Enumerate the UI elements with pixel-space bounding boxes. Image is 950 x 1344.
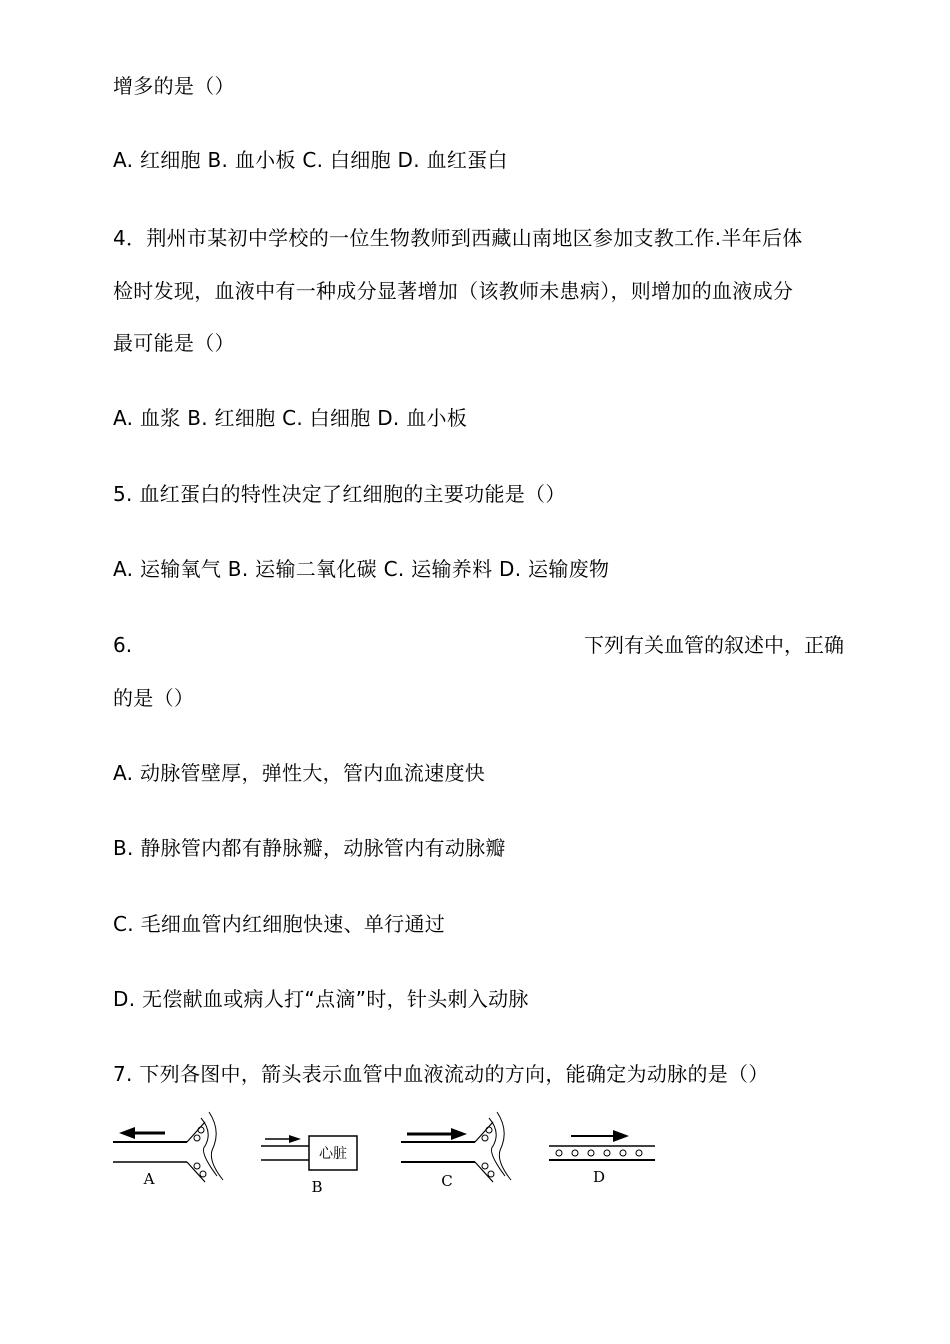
q6-stem-right: 下列有关血管的叙述中，正确	[584, 633, 844, 657]
q6-option-c: C. 毛细血管内红细胞快速、单行通过	[113, 912, 446, 936]
heart-box-label: 心脏	[319, 1146, 347, 1162]
figure-c-label: C	[441, 1172, 453, 1190]
q4-options: A. 血浆 B. 红细胞 C. 白细胞 D. 血小板	[113, 406, 468, 430]
figure-b-label: B	[311, 1178, 323, 1196]
figure-a-label: A	[143, 1170, 155, 1188]
q6-option-a: A. 动脉管壁厚，弹性大，管内血流速度快	[113, 761, 486, 785]
figure-c	[401, 1112, 511, 1190]
q4-stem-line1: 4．荆州市某初中学校的一位生物教师到西藏山南地区参加支教工作.半年后体	[113, 226, 803, 250]
q3-options: A. 红细胞 B. 血小板 C. 白细胞 D. 血红蛋白	[113, 148, 508, 172]
q3-stem-tail: 增多的是（）	[113, 74, 235, 98]
q7-stem: 7. 下列各图中，箭头表示血管中血液流动的方向，能确定为动脉的是（）	[113, 1062, 769, 1086]
q6-option-b: B. 静脉管内都有静脉瓣，动脉管内有动脉瓣	[113, 836, 506, 860]
q6-stem-row	[113, 633, 844, 657]
figure-d	[549, 1130, 655, 1186]
q4-stem-line3: 最可能是（）	[113, 331, 235, 355]
figure-d-label: D	[592, 1168, 606, 1186]
q5-options: A. 运输氧气 B. 运输二氧化碳 C. 运输养料 D. 运输废物	[113, 557, 610, 581]
q4-stem-line2: 检时发现，血液中有一种成分显著增加（该教师未患病），则增加的血液成分	[113, 279, 794, 303]
figure-b	[261, 1135, 357, 1196]
figure-a	[113, 1112, 223, 1188]
q6-stem-cont: 的是（）	[113, 686, 195, 710]
q5-stem: 5. 血红蛋白的特性决定了红细胞的主要功能是（）	[113, 482, 566, 506]
q6-number: 6.	[113, 633, 133, 657]
q6-option-d: D. 无偿献血或病人打“点滴”时，针头刺入动脉	[113, 987, 529, 1011]
q7-figures	[105, 1108, 665, 1208]
